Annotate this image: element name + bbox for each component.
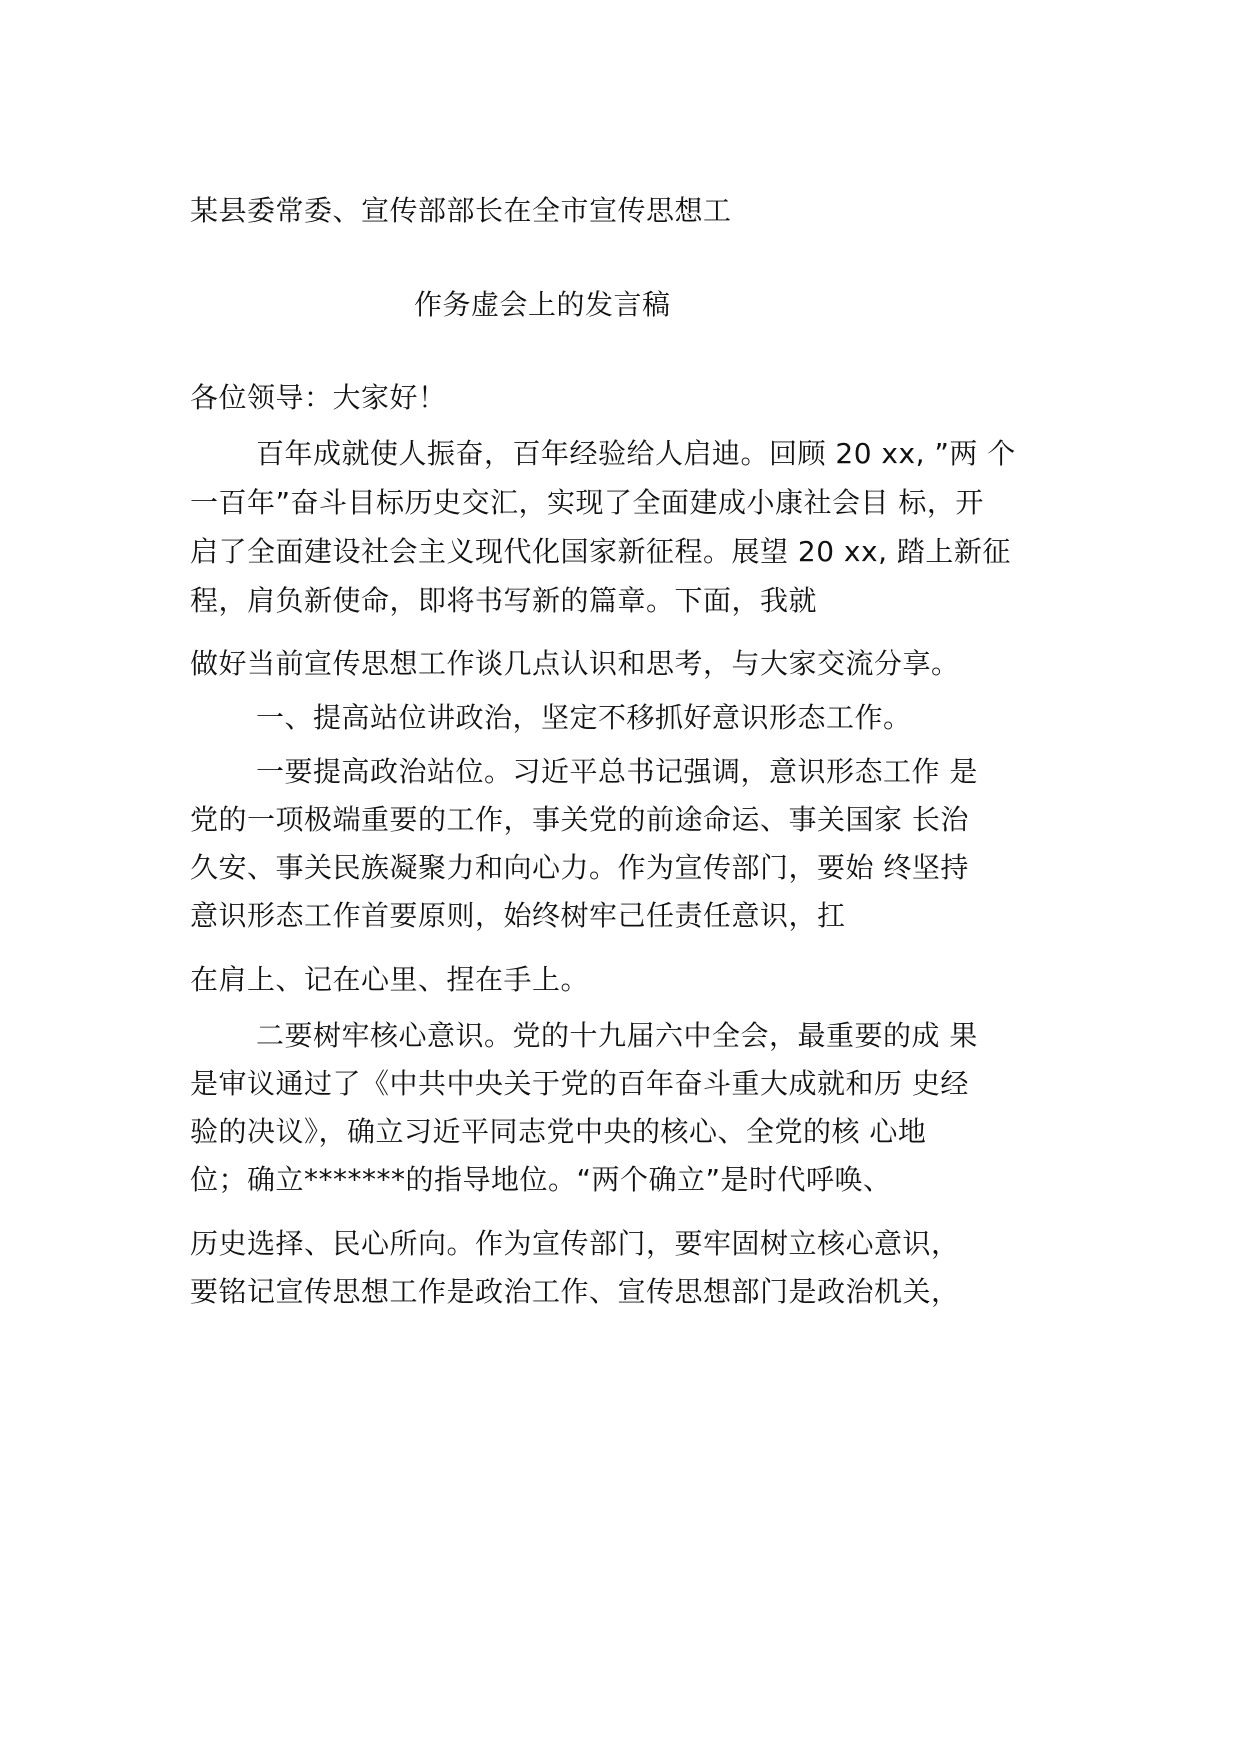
body-line: 做好当前宣传思想工作谈几点认识和思考，与大家交流分享。	[190, 647, 960, 680]
title-line-1: 某县委常委、宣传部部长在全市宣传思想工	[190, 194, 732, 227]
body-line: 久安、事关民族凝聚力和向心力。作为宣传部门，要始 终坚持	[190, 851, 969, 884]
body-line: 是审议通过了《中共中央关于党的百年奋斗重大成就和历 史经	[190, 1067, 969, 1100]
section-heading: 一、提高站位讲政治，坚定不移抓好意识形态工作。	[256, 701, 912, 734]
body-line: 一百年”奋斗目标历史交汇，实现了全面建成小康社会目 标，开	[190, 486, 984, 519]
body-line: 一要提高政治站位。习近平总书记强调，意识形态工作 是	[256, 755, 978, 788]
title-line-2: 作务虚会上的发言稿	[414, 288, 671, 321]
body-line: 要铭记宣传思想工作是政治工作、宣传思想部门是政治机关，	[190, 1275, 960, 1308]
body-line: 意识形态工作首要原则，始终树牢己任责任意识，扛	[190, 899, 846, 932]
body-line: 历史选择、民心所向。作为宣传部门，要牢固树立核心意识，	[190, 1227, 960, 1260]
body-line: 位；确立*******的指导地位。“两个确立”是时代呼唤、	[190, 1163, 892, 1196]
body-line: 在肩上、记在心里、捏在手上。	[190, 963, 590, 996]
body-line: 百年成就使人振奋，百年经验给人启迪。回顾 20 xx, ”两 个	[256, 437, 1016, 470]
body-line: 验的决议》，确立习近平同志党中央的核心、全党的核 心地	[190, 1115, 927, 1148]
body-line: 二要树牢核心意识。党的十九届六中全会，最重要的成 果	[256, 1019, 978, 1052]
body-line: 程，肩负新使命，即将书写新的篇章。下面，我就	[190, 584, 818, 617]
body-line: 党的一项极端重要的工作，事关党的前途命运、事关国家 长治	[190, 803, 969, 836]
body-line: 启了全面建设社会主义现代化国家新征程。展望 20 xx, 踏上新征	[190, 535, 1011, 568]
salutation: 各位领导：大家好！	[190, 381, 447, 414]
